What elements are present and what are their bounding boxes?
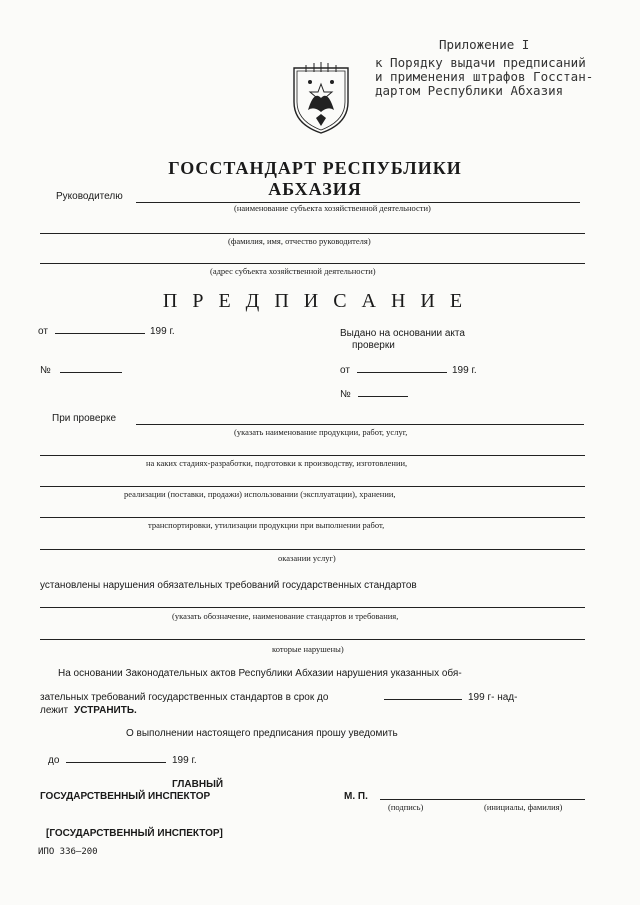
annex-title: Приложение I bbox=[439, 37, 530, 52]
inspection-caption-2: на каких стадиях-разработки, подготовки к производству, изготовлении, bbox=[146, 458, 408, 468]
inspection-caption-4: транспортировки, утилизации продукции при выполнении работ, bbox=[148, 520, 385, 530]
seal-label: М. П. bbox=[344, 791, 368, 802]
issued-number-line[interactable] bbox=[358, 396, 408, 397]
basis-line-3a: лежит bbox=[40, 705, 69, 716]
left-date-prefix: от bbox=[38, 326, 48, 337]
inspection-label: При проверке bbox=[52, 413, 117, 424]
basis-line-2a: зательных требований государственных стандартов в срок до bbox=[40, 692, 329, 703]
left-date-line[interactable] bbox=[55, 333, 145, 334]
inspection-line-1[interactable] bbox=[136, 424, 584, 425]
basis-line-2b: 199 г- над- bbox=[468, 692, 518, 703]
caption-address: (адрес субъекта хозяйственной деятельности) bbox=[210, 266, 376, 276]
recipient-address-line[interactable] bbox=[40, 263, 585, 264]
issued-date-prefix: от bbox=[340, 365, 350, 376]
inspection-line-5[interactable] bbox=[40, 549, 585, 550]
caption-signature: (подпись) bbox=[388, 802, 424, 812]
violations-text: установлены нарушения обязательных требований государственных стандартов bbox=[40, 580, 417, 591]
violations-caption-1: (указать обозначение, наименование стандартов и требования, bbox=[172, 611, 399, 621]
issued-date-suffix: 199 г. bbox=[452, 365, 477, 376]
caption-name: (фамилия, имя, отчество руководителя) bbox=[228, 236, 371, 246]
left-number-prefix: № bbox=[40, 365, 51, 376]
notify-text: О выполнении настоящего предписания прошу уведомить bbox=[126, 728, 398, 739]
annex-line-3: дартом Республики Абхазия bbox=[375, 83, 564, 98]
issued-number-prefix: № bbox=[340, 389, 351, 400]
coat-of-arms-icon bbox=[288, 62, 354, 136]
issued-line-2: проверки bbox=[352, 340, 395, 351]
caption-initials: (инициалы, фамилия) bbox=[484, 802, 563, 812]
caption-entity: (наименование субъекта хозяйственной деятельности) bbox=[234, 203, 431, 213]
basis-line-1: На основании Законодательных актов Республики Абхазии нарушения указанных обя- bbox=[58, 668, 462, 679]
left-date-suffix: 199 г. bbox=[150, 326, 175, 337]
signature-title-3: [ГОСУДАРСТВЕННЫЙ ИНСПЕКТОР] bbox=[46, 828, 223, 839]
recipient-label: Руководителю bbox=[56, 191, 123, 202]
notify-suffix: 199 г. bbox=[172, 755, 197, 766]
inspection-caption-1: (указать наименование продукции, работ, услуг, bbox=[234, 427, 408, 437]
document-title: П Р Е Д П И С А Н И Е bbox=[162, 290, 468, 312]
annex-block bbox=[375, 38, 593, 98]
signature-title-2: ГОСУДАРСТВЕННЫЙ ИНСПЕКТОР bbox=[40, 791, 211, 802]
inspection-line-2[interactable] bbox=[40, 455, 585, 456]
org-title: ГОССТАНДАРТ РЕСПУБЛИКИ АБХАЗИЯ bbox=[168, 158, 462, 199]
footer-code: ИПО 336—200 bbox=[38, 847, 98, 857]
basis-deadline-line[interactable] bbox=[384, 699, 462, 700]
signature-title-1: ГЛАВНЫЙ bbox=[172, 779, 224, 790]
signature-line[interactable] bbox=[380, 799, 585, 800]
violations-caption-2: которые нарушены) bbox=[272, 644, 344, 654]
violations-line-1[interactable] bbox=[40, 607, 585, 608]
annex-line-1: к Порядку выдачи предписаний bbox=[375, 55, 586, 70]
issued-line-1: Выдано на основании акта bbox=[340, 328, 465, 339]
inspection-caption-3: реализации (поставки, продажи) использовании (эксплуатации), хранении, bbox=[124, 489, 396, 499]
issued-date-line[interactable] bbox=[357, 372, 447, 373]
inspection-line-3[interactable] bbox=[40, 486, 585, 487]
inspection-line-4[interactable] bbox=[40, 517, 585, 518]
left-number-line[interactable] bbox=[60, 372, 122, 373]
notify-prefix: до bbox=[48, 755, 60, 766]
notify-date-line[interactable] bbox=[66, 762, 166, 763]
basis-line-3b: УСТРАНИТЬ. bbox=[74, 705, 137, 716]
violations-line-2[interactable] bbox=[40, 639, 585, 640]
inspection-caption-5: оказании услуг) bbox=[278, 553, 336, 563]
annex-line-2: и применения штрафов Госстан- bbox=[375, 69, 594, 84]
recipient-name-line[interactable] bbox=[40, 233, 585, 234]
